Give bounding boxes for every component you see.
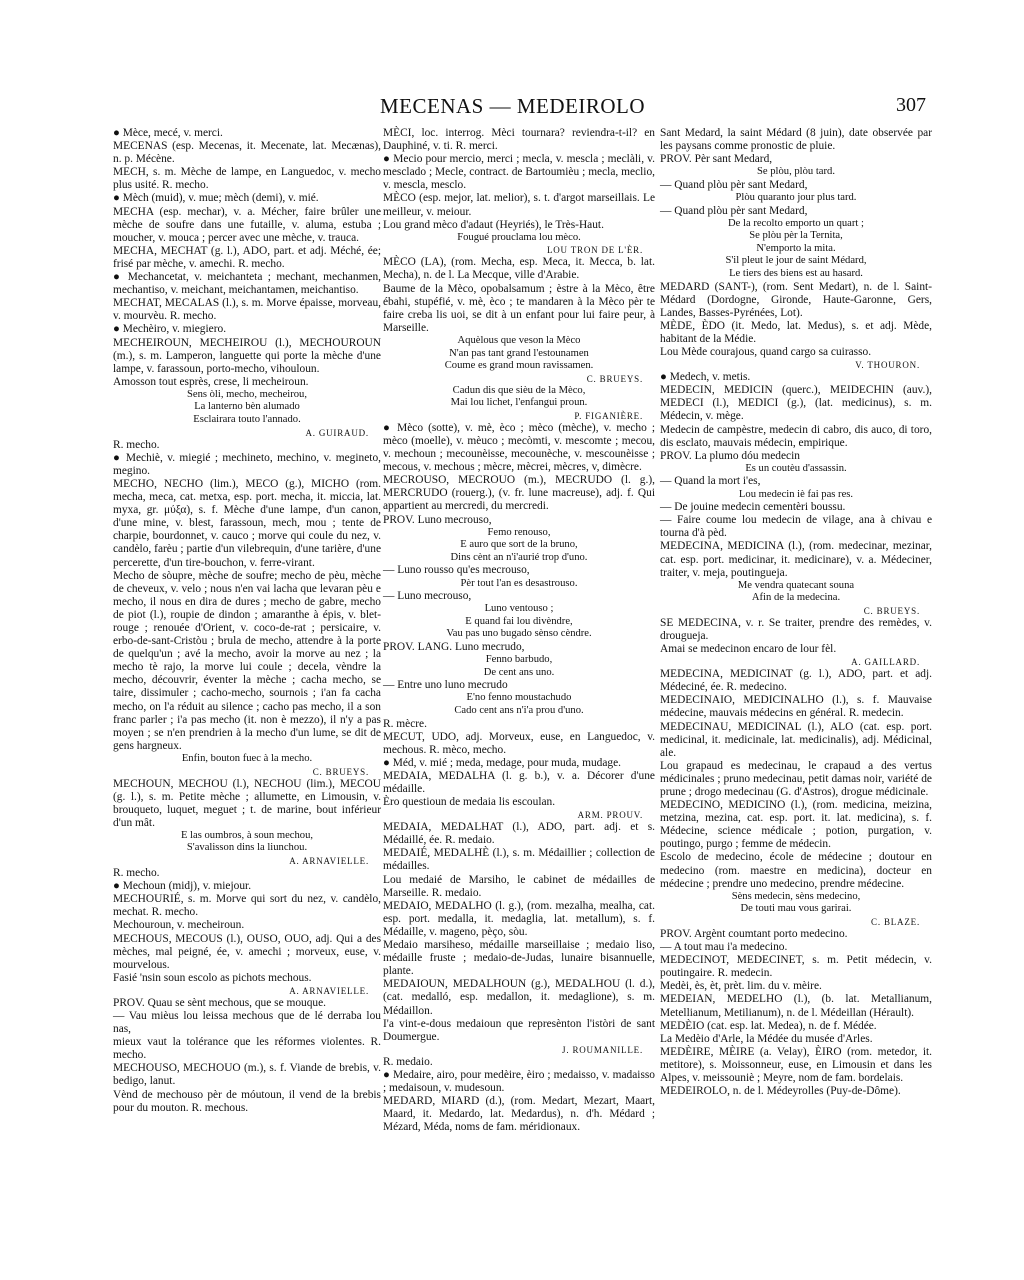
entry-text: ● Mechancetat, v. meichanteta ; mechant, mechanmen, mechantiso, v. meichant, meichantamen, meichantiso. xyxy=(113,271,381,297)
citation-author: A. ARNAVIELLE. xyxy=(289,856,369,867)
entry-text: MEDARD, MIARD (d.), (rom. Medart, Mezart, Maart, Maard, it. Medardo, lat. Medardus), n. d'h. Médard ; Mézard, Méda, noms de fam. méridionaux. xyxy=(383,1095,655,1134)
entry-text: Sant Medard, la saint Médard (8 juin), date observée par les paysans comme pronostic de pluie. xyxy=(660,127,932,153)
citation-author: J. ROUMANILLE. xyxy=(562,1044,643,1055)
entry-text: MEDECINAIO, MEDICINALHO (l.), s. f. Mauvaise médecine, mauvais médecins en général. R. medecin. xyxy=(660,694,932,720)
page-number: 307 xyxy=(896,94,926,116)
entry-text: ● Mecio pour mercio, merci ; mecla, v. mescla ; meclàli, v. mesclado ; Mecle, contract. de Bartoumièu ; mecla, meclio, v. mescla, mesclo. xyxy=(383,153,655,192)
quotation-line: Lou medecin iè fai pas res. xyxy=(738,488,854,500)
entry-text: Mechouroun, v. mecheiroun. xyxy=(113,919,245,932)
entry-text: MEDEIROLO, n. de l. Médeyrolles (Puy-de-Dôme). xyxy=(660,1085,901,1098)
quotation-line: Dins cènt an n'i'aurié trop d'uno. xyxy=(450,551,588,563)
quotation-line: E auro que sort de la bruno, xyxy=(460,539,578,551)
entry-text: MECHEIROUN, MECHEIROU (l.), MECHOUROUN (m.), s. m. Lamperon, languette qui porte la mèche d'une lampe, v. farassoun, porto-mecho, vihouloun. xyxy=(113,336,381,375)
entry-text: — Vau mièus lou leissa mechous que de lé derraba lou nas, xyxy=(113,1010,381,1036)
quotation-line: Pèr tout l'an es desastrouso. xyxy=(460,577,578,589)
quotation-line: Sens òli, mecho, mecheirou, xyxy=(186,388,308,400)
entry-text: Lou grapaud es medecinau, le crapaud a des vertus médicinales ; pruno medecinau, petit damas noir, variété de prune ; drogo medecinau (G. d'Astros), drogue médicinale. xyxy=(660,759,932,798)
entry-text: — De jouine medecin cementèri boussu. xyxy=(660,501,846,514)
citation-author: C. BLAZE. xyxy=(871,916,920,927)
entry-text: MEDAIA, MEDALHAT (l.), ADO, part. adj. et s. Médaillé, ée. R. medaio. xyxy=(383,821,655,847)
entry-text: Lou grand mèco d'adaut (Heyriés), le Très-Haut. xyxy=(383,218,604,231)
entry-text: Amai se medecinon encaro de lour fèl. xyxy=(660,643,837,656)
citation-author: A. GUIRAUD. xyxy=(305,427,369,438)
entry-text: Fasié 'nsin soun escolo as pichots mechous. xyxy=(113,971,312,984)
entry-text: MECENAS (esp. Mecenas, it. Mecenate, lat. Mecænas), n. p. Mécène. xyxy=(113,140,381,166)
entry-text: MEDAIA, MEDALHA (l. g. b.), v. a. Décorer d'une médaille. xyxy=(383,769,655,795)
quotation-line: La lanterno bèn alumado xyxy=(194,401,300,413)
column-3 xyxy=(660,127,932,1098)
entry-text: ● Mèco (sotte), v. mè, èco ; mèco (mèche), v. mecho ; mèco (moelle), v. mèuco ; mecòmti, v. mescomte ; mecou, v. mechoun ; mecounèisse, mecounèche, v. mescounèisse ; mecous, v. mechous ; mècre, mècrei, mècres, v, dimècre. xyxy=(383,421,655,474)
entry-text: Èro questioun de medaia lis escoulan. xyxy=(383,796,556,809)
entry-text: — Luno mecrouso, xyxy=(383,590,472,603)
entry-text: ● Mèch (muid), v. mue; mèch (demi), v. mié. xyxy=(113,192,319,205)
entry-text: — Quand plòu pèr sant Medard, xyxy=(660,204,808,217)
quotation-line: Fougué prouclama lou mèco. xyxy=(457,231,581,243)
entry-text: R. mecho. xyxy=(113,438,160,451)
entry-text: — Quand la mort i'es, xyxy=(660,475,761,488)
entry-text: ● Méd, v. mié ; meda, medage, pour muda, mudage. xyxy=(383,756,622,769)
entry-text: MECHOUN, MECHOU (l.), NECHOU (lim.), MECOU (g. l.), s. m. Petite mèche ; allumette, en Limousin, v. brouqueto, luquet, meguet ; t. de marine, bout inférieur d'un mât. xyxy=(113,777,381,829)
entry-text: — A tout mau i'a medecino. xyxy=(660,941,788,954)
quotation-line: E las oumbros, à soun mechou, xyxy=(180,829,314,841)
quotation-line: E quand fai lou divèndre, xyxy=(465,615,573,627)
entry-text: La Medèio d'Arle, la Médée du musée d'Arles. xyxy=(660,1032,873,1045)
entry-text: MEDECINO, MEDICINO (l.), (rom. medicina, meizina, metzina, mezina, cat. esp. port. it. lat. medicina), s. f. Médecine, science médicale ; potion, purgation, v. poutingo, purgo ; femme de médecin. xyxy=(660,799,932,851)
entry-text: mieux vaut la tolérance que les réformes violentes. R. mecho. xyxy=(113,1036,381,1062)
entry-text: MECHOUSO, MECHOUO (m.), s. f. Viande de brebis, v. bedigo, lanut. xyxy=(113,1062,381,1088)
entry-text: PROV. La plumo dóu medecin xyxy=(660,449,800,462)
quotation-line: Enfin, bouton fuec à la mecho. xyxy=(181,752,313,764)
entry-text: ● Mechèiro, v. miegiero. xyxy=(113,323,227,336)
entry-text: MÈCO (esp. mejor, lat. melior), s. t. d'argot marseillais. Le meilleur, v. meiour. xyxy=(383,192,655,218)
entry-text: MEDECIN, MEDICIN (querc.), MEIDECHIN (auv.), MEDECI (l.), MEDICI (g.), (lat. medicinus), s. m. Médecin, v. mège. xyxy=(660,384,932,423)
quotation-line: Esclairara touto l'annado. xyxy=(193,414,301,426)
citation-author: LOU TRON DE L'ÈR. xyxy=(546,245,643,256)
entry-text: ● Mèce, mecé, v. merci. xyxy=(113,127,223,139)
citation-author: C. BRUEYS. xyxy=(312,766,369,777)
entry-text: MEDÈIRE, MÈIRE (a. Velay), ÈIRO (rom. metedor, it. metitore), s. Moissonneur, euse, en Limousin et dans les Alpes, v. meissouniè ; Meyre, nom de fam. bordelais. xyxy=(660,1045,932,1084)
quotation-line: Fenno barbudo, xyxy=(485,654,553,666)
citation-author: P. FIGANIÈRE. xyxy=(574,410,643,421)
quotation-line: Es un coutèu d'assassin. xyxy=(745,462,847,474)
entry-text: MECROUSO, MECROUO (m.), MECRUDO (l. g.), MERCRUDO (rouerg.), (v. fr. lune macreuse), adj. f. Qui appartient au mercredi, du mercredi. xyxy=(383,474,655,513)
entry-text: R. mècre. xyxy=(383,717,427,730)
entry-text: MECH, s. m. Mèche de lampe, en Languedoc, v. mecho plus usité. R. mecho. xyxy=(113,166,381,192)
entry-text: Baume de la Mèco, opobalsamum ; èstre à la Mèco, être ébahi, stupéfié, v. mè, èco ; te mandaren à la Mèco pèr te faire creba lis uoi, se dit à un enfant pour lui faire peur, à Marseille. xyxy=(383,282,655,334)
quotation-line: Cado cent ans n'i'a prou d'uno. xyxy=(454,704,584,716)
citation-author: ARM. PROUV. xyxy=(577,810,643,821)
column-1 xyxy=(113,127,381,1115)
quotation-line: Se plòu pèr la Ternita, xyxy=(749,230,843,242)
entry-text: — Faire coume lou medecin de vilage, ana à chivau e tourna d'à pèd. xyxy=(660,514,932,540)
entry-text: PROV. Quau se sènt mechous, que se mouque. xyxy=(113,996,327,1009)
entry-text: MEDEIAN, MEDELHO (l.), (b. lat. Metallianum, Metellianum, Metilianum), n. de l. Médeillan (Hérault). xyxy=(660,993,932,1019)
entry-text: MÈCI, loc. interrog. Mèci tournara? reviendra-t-il? en Dauphiné, v. ti. R. merci. xyxy=(383,127,655,153)
entry-text: — Luno rousso qu'es mecrouso, xyxy=(383,564,530,577)
citation-author: C. BRUEYS. xyxy=(863,605,920,616)
entry-text: ● Mechoun (midj), v. miejour. xyxy=(113,880,252,893)
quotation-line: N'emporto la mita. xyxy=(756,242,836,254)
entry-text: Medèi, ès, èt, prèt. lim. du v. mèire. xyxy=(660,980,822,993)
entry-text: Escolo de medecino, école de médecine ; doutour en medecino (rom. maestre en medicina), docteur en médecine ; prendre uno medecino, prendre médecine. xyxy=(660,851,932,890)
entry-text: Vènd de mechouso pèr de móutoun, il vend de la brebis pour du mouton. R. mechous. xyxy=(113,1088,381,1114)
quotation-line: Femo renouso, xyxy=(487,526,551,538)
quotation-line: Mai lou lichet, l'enfangui proun. xyxy=(450,397,588,409)
quotation-line: Me vendra quatecant souna xyxy=(737,579,855,591)
entry-text: MECHA, MECHAT (g. l.), ADO, part. et adj. Méché, ée; frisé par mèche, v. amechi. R. mecho. xyxy=(113,244,381,270)
entry-text: MECHAT, MECALAS (l.), s. m. Morve épaisse, morveau, v. mourvèu. R. mecho. xyxy=(113,297,381,323)
entry-text: MECUT, UDO, adj. Morveux, euse, en Languedoc, v. mechous. R. mèco, mecho. xyxy=(383,730,655,756)
entry-text: MEDAIÉ, MEDALHÈ (l.), s. m. Médaillier ; collection de médailles. xyxy=(383,847,655,873)
entry-text: MEDARD (SANT-), (rom. Sent Medart), n. de l. Saint-Médard (Dordogne, Gironde, Haute-Garonne, Gers, Landes, Basses-Pyrénées, Lot). xyxy=(660,280,932,319)
entry-text: ● Mechiè, v. miegié ; mechineto, mechino, v. megineto, megino. xyxy=(113,451,381,477)
running-head: MECENAS — MEDEIROLO xyxy=(380,94,645,118)
quotation-line: Se plòu, plòu tard. xyxy=(757,166,835,178)
entry-text: Lou Mède courajous, quand cargo sa cuirasso. xyxy=(660,346,872,359)
quotation-line: S'il pleut le jour de saint Médard, xyxy=(725,255,867,267)
quotation-line: Vau pas uno bugado sènso cèndre. xyxy=(446,628,592,640)
entry-text: MECHO, NECHO (lim.), MECO (g.), MICHO (rom. mecha, meca, cat. metxa, esp. port. mecha, it. miccia, lat. myxa, gr. μύξα), s. f. Mèche d'une lampe, d'un canon, d'une mine, v. blest, farassoun, mech, mou ; tente de charpie, bourdonnet, v. cauco ; morve qui coule du nez, v. candèlo, farèu ; partie d'un vilebrequin, d'une tarière, d'une percerette, d'un tire-bouchon, v. ferre-virant. xyxy=(113,477,381,569)
quotation-line: Sèns medecin, sèns medecino, xyxy=(731,890,861,902)
citation-author: A. ARNAVIELLE. xyxy=(289,985,369,996)
entry-text: MEDÈIO (cat. esp. lat. Medea), n. de f. Médée. xyxy=(660,1019,877,1032)
quotation-line: De touti mau vous garirai. xyxy=(740,903,852,915)
entry-text: Medecin de campèstre, medecin di cabro, dis auco, di toro, dis esclato, mauvais médecin, empirique. xyxy=(660,423,932,449)
entry-text: PROV. Pèr sant Medard, xyxy=(660,153,773,166)
entry-text: MECHA (esp. mechar), v. a. Mécher, faire brûler une mèche de soufre dans une futaille, v. aluma, estuba ; moucher, v. mouca ; percer avec une mèche, v. trauca. xyxy=(113,205,381,244)
entry-text: ● Medech, v. metis. xyxy=(660,371,751,384)
quotation-line: N'an pas tant grand l'estounamen xyxy=(449,347,589,359)
citation-author: C. BRUEYS. xyxy=(586,373,643,384)
entry-text: MEDAIOUN, MEDALHOUN (g.), MEDALHOU (l. d.), (cat. medalló, esp. medallon, it. medaglione), s. m. Médaillon. xyxy=(383,978,655,1017)
quotation-line: Luno ventouso ; xyxy=(484,603,554,615)
entry-text: SE MEDECINA, v. r. Se traiter, prendre des remèdes, v. drougueja. xyxy=(660,616,932,642)
entry-text: ● Medaire, airo, pour medèire, èiro ; medaisso, v. madaisso ; medaisoun, v. mudesoun. xyxy=(383,1068,655,1094)
entry-text: PROV. Luno mecrouso, xyxy=(383,513,492,526)
entry-text: MEDAIO, MEDALHO (l. g.), (rom. mezalha, mealha, cat. esp. port. medalla, it. medaglia, lat. metallum), s. f. Médaille, v. mageno, pèço, sòu. xyxy=(383,899,655,938)
quotation-line: E'no fenno moustachudo xyxy=(466,692,572,704)
quotation-line: Cadun dis que sièu de la Mèco, xyxy=(452,384,586,396)
quotation-line: Plòu quaranto jour plus tard. xyxy=(735,191,857,203)
quotation-line: Coume es grand moun ravissamen. xyxy=(444,360,594,372)
entry-text: PROV. LANG. Luno mecrudo, xyxy=(383,640,525,653)
entry-text: PROV. Argènt coumtant porto medecino. xyxy=(660,927,848,940)
entry-text: Amosson tout esprès, crese, li mecheiroun. xyxy=(113,375,309,388)
entry-text: — Quand plòu pèr sant Medard, xyxy=(660,178,808,191)
entry-text: R. medaio. xyxy=(383,1055,433,1068)
entry-text: MÈCO (LA), (rom. Mecha, esp. Meca, it. Mecca, b. lat. Mecha), n. de l. La Mecque, ville d'Arabie. xyxy=(383,256,655,282)
entry-text: — Entre uno luno mecrudo xyxy=(383,679,508,692)
quotation-line: De cent ans uno. xyxy=(483,666,555,678)
entry-text: Medaio marsiheso, médaille marseillaise ; medaio liso, médaille fruste ; medaio-de-Judas, lunaire bisannuelle, plante. xyxy=(383,939,655,978)
entry-text: Lou medaié de Marsiho, le cabinet de médailles de Marseille. R. medaio. xyxy=(383,873,655,899)
entry-text: I'a vint-e-dous medaioun que represènton l'istòri de sant Doumergue. xyxy=(383,1017,655,1043)
entry-text: R. mecho. xyxy=(113,867,160,880)
entry-text: Mecho de sòupre, mèche de soufre; mecho de pèu, mèche de cheveux, v. velo ; nous n'en vai lacha que levaran pèu e mecho, il nous en dira de dures ; mecho de gabre, mecho de piot (l.), roupie de dindon ; amaranthe à épis, v. blet-rouge ; renouée d'Orient, v. coco-de-rat ; persicaire, v. erbo-de-sant-Cristòu ; brula de mecho, attendre à la porte de quelqu'un ; avé la mecho, avoir la morve au nez ; la mecho tè rajo, la morve lui coule ; decela, vèndre la mecho, découvrir, éventer la mèche ; cacha mecho, se taire, dissimuler ; cacho-mecho, sournois ; i'an fa cacha mecho, on l'a réduit au silence ; cacho pas mecho, il a son franc parler ; i'a pas mecho (it. non è mezzo), il n'y a pas moyen ; se n'en prendrien à la mecho d'un lume, se dit de gens hargneux. xyxy=(113,569,381,752)
entry-text: MECHOUS, MECOUS (l.), OUSO, OUO, adj. Qui a des mèches, mal peigné, ée, v. amechi ; morveux, euse, v. mourvelous. xyxy=(113,932,381,971)
column-2 xyxy=(383,127,655,1134)
entry-text: MEDECINAU, MEDICINAL (l.), ALO (cat. esp. port. medicinal, it. medicinale, lat. medicinalis), adj. Médicinal, ale. xyxy=(660,720,932,759)
quotation-line: Le tiers des biens est au hasard. xyxy=(729,268,863,280)
entry-text: MEDECINOT, MEDECINET, s. m. Petit médecin, v. poutingaire. R. medecin. xyxy=(660,954,932,980)
entry-text: MEDECINA, MEDICINA (l.), (rom. medecinar, mezinar, cat. esp. port. medicinar, it. medicinare), v. a. Médeciner, traiter, v. meja, poutingueja. xyxy=(660,540,932,579)
entry-text: MEDECINA, MEDICINAT (g. l.), ADO, part. et adj. Médeciné, ée. R. medecino. xyxy=(660,668,932,694)
quotation-line: Afin de la medecina. xyxy=(751,592,841,604)
quotation-line: Aquèlous que veson la Mèco xyxy=(457,334,581,346)
quotation-line: De la recolto emporto un quart ; xyxy=(728,217,864,229)
quotation-line: S'avalisson dins la liunchou. xyxy=(186,842,308,854)
entry-text: MÈDE, ÈDO (it. Medo, lat. Medus), s. et adj. Mède, habitant de la Médie. xyxy=(660,319,932,345)
entry-text: MECHOURIÉ, s. m. Morve qui sort du nez, v. candèlo, mechat. R. mecho. xyxy=(113,893,381,919)
citation-author: A. GAILLARD. xyxy=(851,657,920,668)
citation-author: V. THOURON. xyxy=(855,360,920,371)
